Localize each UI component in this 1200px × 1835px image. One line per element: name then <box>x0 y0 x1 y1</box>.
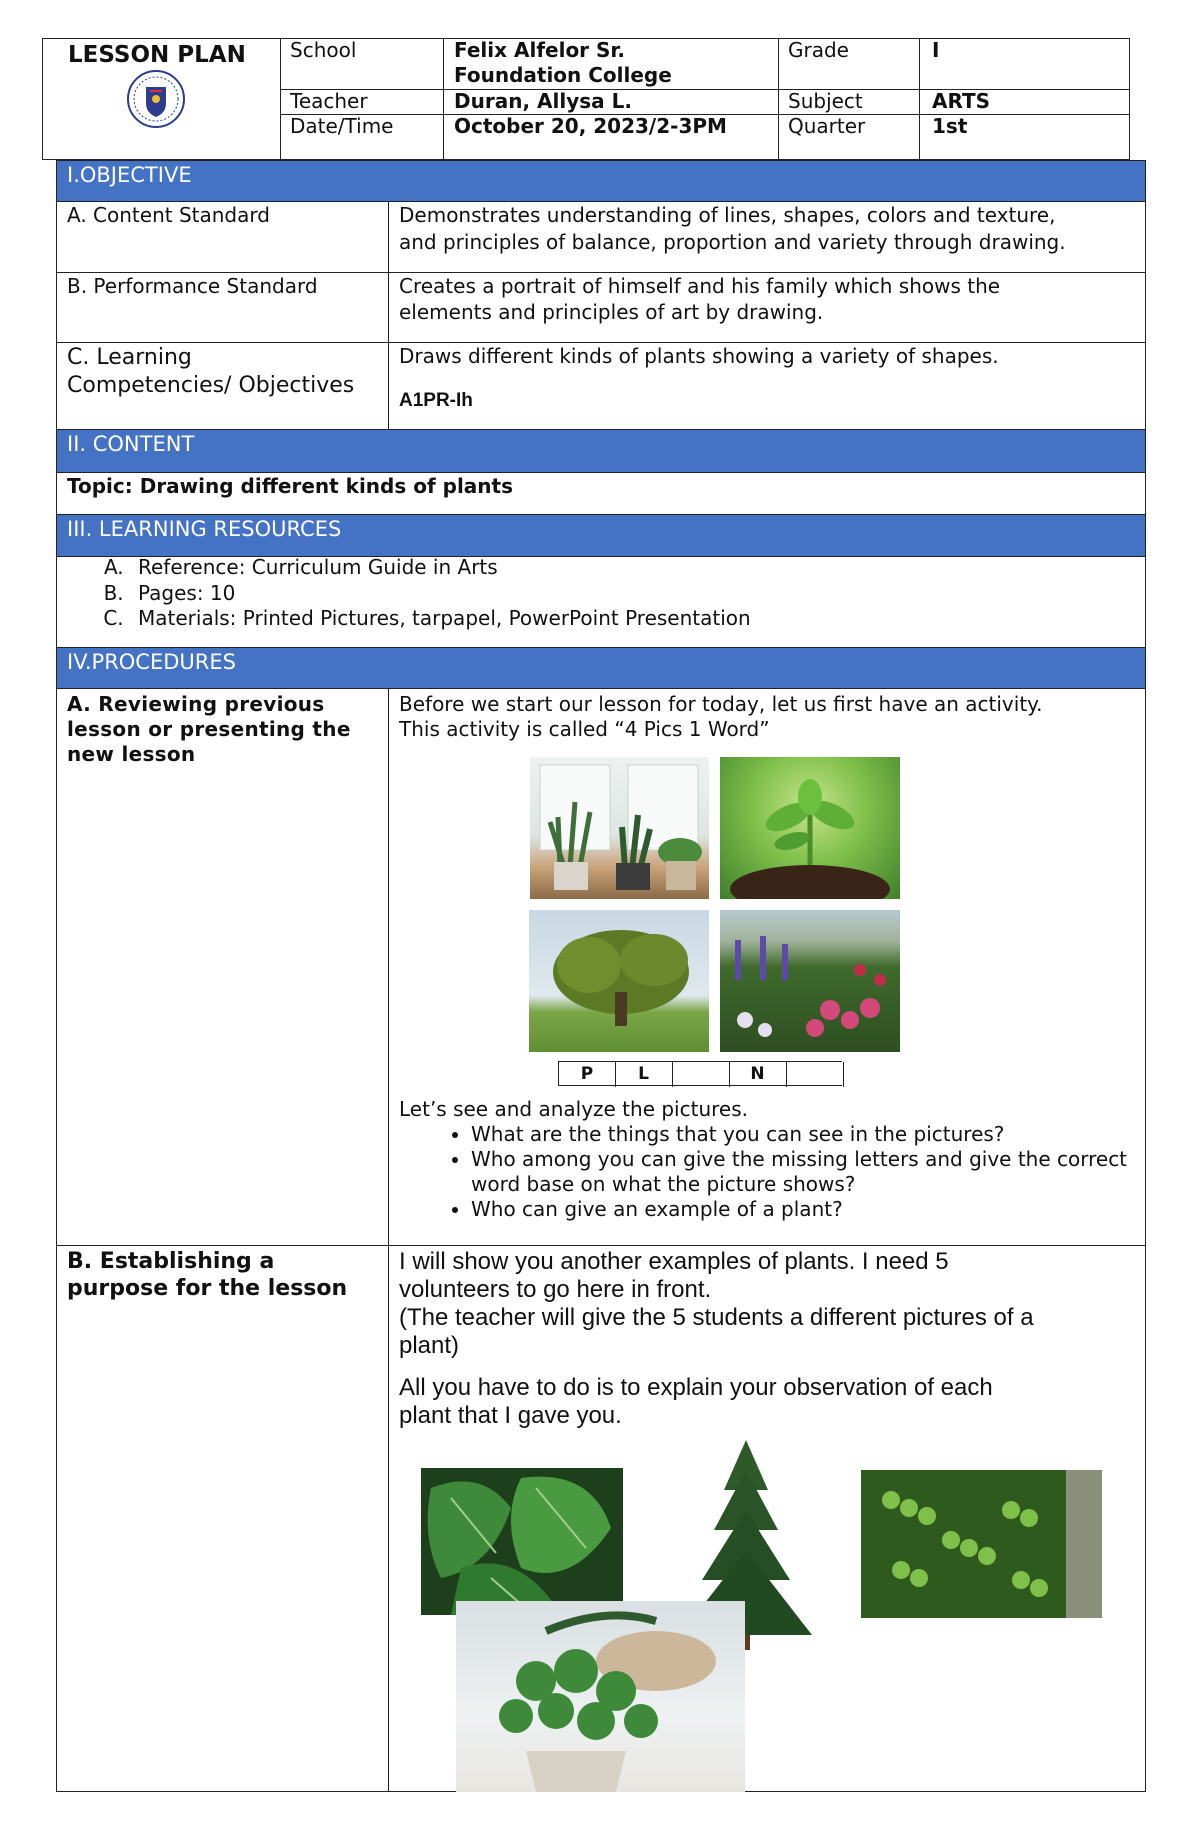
date-time-value: October 20, 2023/2-3PM <box>454 114 727 138</box>
flower-garden-image <box>720 910 900 1052</box>
elephant-ear-leaves-image <box>421 1468 623 1615</box>
pilea-potted-plant-image <box>456 1601 745 1792</box>
school-label: School <box>290 38 357 62</box>
moringa-leaves-image <box>861 1470 1102 1618</box>
reviewing-label-cell <box>56 688 389 1246</box>
letter-box: L <box>615 1062 673 1087</box>
question-item: • What are the things that you can see in the pictures? <box>471 1122 1129 1147</box>
establishing-text-line6: plant that I gave you. <box>399 1402 622 1429</box>
content-standard-line1: Demonstrates understanding of lines, shapes, colors and texture, <box>399 203 1056 227</box>
letter-box: N <box>729 1062 787 1087</box>
school-value-line1: Felix Alfelor Sr. <box>454 38 626 62</box>
competencies-label-line2: Competencies/ Objectives <box>67 373 355 398</box>
date-time-label: Date/Time <box>290 114 394 138</box>
procedures-heading: IV.PROCEDURES <box>56 647 1146 689</box>
subject-label: Subject <box>788 89 863 113</box>
lesson-plan-header <box>42 38 1130 160</box>
grade-value: I <box>932 38 940 62</box>
reviewing-label-line2: lesson or presenting the <box>67 717 351 741</box>
reviewing-label-line1: A. Reviewing previous <box>67 692 325 716</box>
quarter-label: Quarter <box>788 114 866 138</box>
establishing-text-line4: plant) <box>399 1332 460 1359</box>
establishing-label-line2: purpose for the lesson <box>67 1276 348 1301</box>
teacher-value: Duran, Allysa L. <box>454 89 632 113</box>
competencies-text: Draws different kinds of plants showing a variety of shapes. <box>399 344 999 368</box>
potted-plants-image <box>530 757 709 899</box>
establishing-label-cell <box>56 1245 389 1792</box>
content-standard-label: A. Content Standard <box>67 203 270 227</box>
reviewing-intro-line1: Before we start our lesson for today, let us first have an activity. <box>399 692 1043 716</box>
question-list <box>399 1122 1129 1222</box>
quarter-value: 1st <box>932 114 968 138</box>
letter-box <box>672 1062 730 1087</box>
teacher-label: Teacher <box>290 89 368 113</box>
performance-standard-line2: elements and principles of art by drawing. <box>399 300 824 324</box>
deped-seal-icon <box>126 69 186 129</box>
content-standard-line2: and principles of balance, proportion and variety through drawing. <box>399 230 1066 254</box>
grade-value-cell <box>919 38 1130 90</box>
establishing-text-line1: I will show you another examples of plants. I need 5 <box>399 1248 949 1275</box>
establishing-text-line2: volunteers to go here in front. <box>399 1276 712 1303</box>
reviewing-label-line3: new lesson <box>67 742 196 766</box>
objective-heading: I.OBJECTIVE <box>56 160 1146 202</box>
establishing-text-line5: All you have to do is to explain your observation of each <box>399 1374 993 1401</box>
performance-standard-line1: Creates a portrait of himself and his family which shows the <box>399 274 1001 298</box>
school-value-line2: Foundation College <box>454 63 672 87</box>
word-blanks <box>558 1061 842 1086</box>
resources-list <box>58 555 751 632</box>
establishing-label-line1: B. Establishing a <box>67 1249 275 1274</box>
resource-item: A. Reference: Curriculum Guide in Arts <box>130 555 751 581</box>
analyze-text: Let’s see and analyze the pictures. <box>399 1097 748 1121</box>
question-item: • Who among you can give the missing letters and give the correct word base on what the picture shows? <box>471 1147 1129 1197</box>
resource-item: B. Pages: 10 <box>130 581 751 607</box>
letter-box: P <box>559 1062 616 1087</box>
question-item: • Who can give an example of a plant? <box>471 1197 1129 1222</box>
competencies-label-line1: C. Learning <box>67 345 192 370</box>
letter-box <box>786 1062 844 1087</box>
oak-tree-image <box>529 910 709 1052</box>
establishing-text-line3: (The teacher will give the 5 students a different pictures of a <box>399 1304 1034 1331</box>
subject-value: ARTS <box>932 89 991 113</box>
performance-standard-label: B. Performance Standard <box>67 274 318 298</box>
content-heading: II. CONTENT <box>56 429 1146 473</box>
reviewing-intro-line2: This activity is called “4 Pics 1 Word” <box>399 717 770 741</box>
resource-item: C. Materials: Printed Pictures, tarpapel, PowerPoint Presentation <box>130 606 751 632</box>
resources-heading: III. LEARNING RESOURCES <box>56 514 1146 557</box>
competencies-code: A1PR-Ih <box>399 390 473 411</box>
topic-text: Topic: Drawing different kinds of plants <box>67 474 514 498</box>
lesson-plan-title: LESSON PLAN <box>68 42 246 68</box>
seedling-image <box>720 757 900 899</box>
grade-label: Grade <box>788 38 849 62</box>
